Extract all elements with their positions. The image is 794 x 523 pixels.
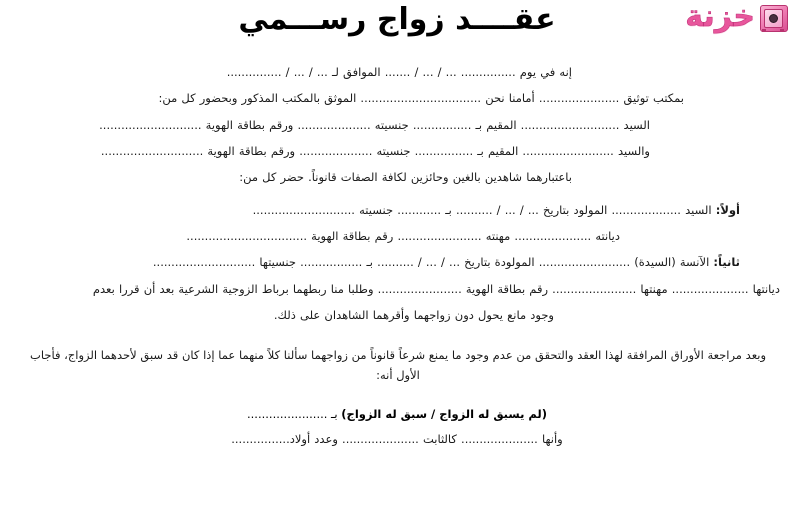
marital-status-options: (لم يسبق له الزواج / سبق له الزواج) xyxy=(341,407,547,422)
document-header xyxy=(0,0,794,58)
groom-block-line-2: ديانته ..................... مهنته ....................... رقم بطاقة الهوية ................................. xyxy=(186,228,620,243)
bride-block-line-1 xyxy=(14,254,780,272)
witness-qualification-line: باعتبارهما شاهدين بالغين وحائزين لكافة الصفات قانوناً. حضر كل من: xyxy=(239,170,572,185)
safe-vault-icon xyxy=(758,2,788,32)
contract-body xyxy=(0,58,794,449)
date-line: إنه في يوم ............... ... / ... / ....... الموافق لـ ... / ... / ............... xyxy=(226,65,572,79)
groom-block-line-1 xyxy=(14,202,780,220)
office-line: بمكتب توثيق ...................... أمامنا نحن ................................. الموثق بالمكتب المذكور وبحضور كل من: xyxy=(158,91,684,106)
marital-status-blank: بـ ...................... xyxy=(246,407,342,422)
spacer xyxy=(14,391,780,397)
safe-foot-right xyxy=(780,29,784,32)
bride-label: ثانياً: xyxy=(713,255,740,270)
review-paragraph: وبعد مراجعة الأوراق المرافقة لهذا العقد والتحقق من عدم وجود ما يمنع شرعاً قانوناً من زواجهما سألنا كلاً منهما عما إذا كان قد سبق لأحدهما الزواج، فأجاب الأول أنه: xyxy=(30,348,766,383)
bride-details: الآنسة (السيدة) ......................... المولودة بتاريخ ... / ... / .......... بـ ................. جنسيتها ............................ xyxy=(152,255,710,270)
closing-line: وأنها ..................... كالثابت ..................... وعدد أولاد................ xyxy=(231,432,563,447)
bride-block-line-2: ديانتها ..................... مهنتها ....................... رقم بطاقة الهوية ....................... وطلبا منا ربطهما برباط الزوجية الشرعية بعد أن قررا بعدم xyxy=(92,281,780,296)
page-title: عقــــد زواج رســـمي xyxy=(238,2,556,37)
marital-status-declaration xyxy=(14,407,780,421)
spacer xyxy=(14,333,780,345)
bride-block-line-3: وجود مانع يحول دون زواجهما وأقرهما الشاهدان على ذلك. xyxy=(273,307,554,322)
khazna-logo xyxy=(685,2,788,32)
safe-dial xyxy=(769,14,778,23)
witness-two-line: والسيد ......................... المقيم بـ ................ جنسيته .................... ورقم بطاقة الهوية ............................ xyxy=(100,143,650,158)
witness-one-line: السيد ........................... المقيم بـ ................ جنسيته .................... ورقم بطاقة الهوية ............................ xyxy=(99,117,650,132)
groom-label: أولاً: xyxy=(715,202,740,217)
safe-foot-left xyxy=(762,29,766,32)
groom-details: السيد ................... المولود بتاريخ ... / ... / .......... بـ ............ جنسيته ............................ xyxy=(252,202,712,217)
logo-text: خزنة xyxy=(685,0,755,34)
